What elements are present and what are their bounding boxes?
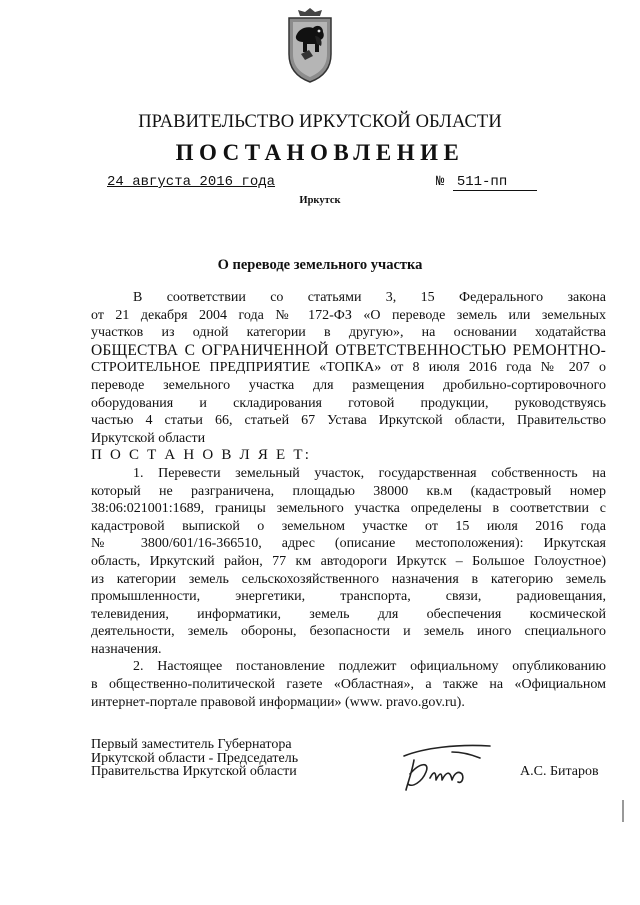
- item1-line: промышленности, энергетики, транспорта, связи, радиовещания,: [91, 589, 606, 605]
- preamble-line: оборудования и складирования готовой продукции, руководствуясь: [91, 395, 606, 411]
- document-subject: О переводе земельного участка: [217, 257, 423, 273]
- date-value: 24 августа 2016 года: [107, 174, 276, 190]
- item1-line: который не разграничена, площадью 38000 кв.м (кадастровый номер: [91, 483, 606, 499]
- scan-artifact: [622, 800, 624, 822]
- item2-line: в общественно-политической газете «Областная», а также на «Официальном: [91, 677, 606, 693]
- item2-line: 2. Настоящее постановление подлежит официальному опубликованию: [133, 659, 606, 675]
- item1-line: назначения.: [91, 641, 162, 657]
- signatory-title-line: Иркутской области - Председатель: [91, 750, 299, 766]
- preamble-line: Иркутской области: [91, 430, 206, 446]
- signatory-title-line: Правительства Иркутской области: [91, 764, 297, 779]
- preamble-line: от 21 декабря 2004 года № 172-ФЗ «О переводе земель или земельных: [91, 307, 606, 323]
- item1-line: № 3800/601/16-366510, адрес (описание местоположения): Иркутская: [91, 536, 606, 552]
- preamble-line: переводе земельного участка для размещения дробильно-сортировочного: [91, 377, 606, 393]
- item2-line: интернет-портале правовой информации» (www. pravo.gov.ru).: [91, 694, 465, 710]
- item1-line: 1. Перевести земельный участок, государственная собственность на: [133, 465, 606, 481]
- document-date: [107, 174, 275, 190]
- resolves-word: П О С Т А Н О В Л Я Е Т:: [91, 447, 312, 464]
- item1-line: из категории земель сельскохозяйственного назначения в категорию земель: [91, 571, 606, 587]
- document-body: [91, 289, 606, 711]
- coat-of-arms-icon: [279, 6, 341, 84]
- item1-line: 38:06:021001:1689, границы земельного участка определены в соответствии с: [91, 501, 606, 517]
- preamble-line: СТРОИТЕЛЬНОЕ ПРЕДПРИЯТИЕ «ТОПКА» от 8 июля 2016 года № 207 о: [91, 360, 606, 376]
- item1-line: деятельности, земель обороны, безопасности и земель иного специального: [91, 624, 606, 640]
- preamble-line: частью 4 статьи 66, статьей 67 Устава Иркутской области, Правительство: [91, 413, 606, 429]
- item1-line: телевидения, информатики, земель для обеспечения космической: [91, 606, 606, 622]
- preamble-line: участков из одной категории в другую», на основании ходатайства: [91, 325, 606, 341]
- handwritten-signature: [400, 738, 492, 796]
- number-value: 511-пп: [453, 174, 537, 191]
- signatory-title: [91, 738, 298, 779]
- item1-line: кадастровой выпиской о земельном участке от 15 июля 2016 года: [91, 518, 606, 534]
- organization-name: ПРАВИТЕЛЬСТВО ИРКУТСКОЙ ОБЛАСТИ: [138, 112, 502, 132]
- preamble-line: В соответствии со статьями 3, 15 Федерального закона: [133, 290, 606, 305]
- city: Иркутск: [299, 195, 341, 206]
- document-type: ПОСТАНОВЛЕНИЕ: [175, 140, 465, 165]
- preamble-line: ОБЩЕСТВА С ОГРАНИЧЕННОЙ ОТВЕТСТВЕННОСТЬЮ РЕМОНТНО-: [91, 341, 606, 359]
- item1-line: область, Иркутский район, 77 км автодороги Иркутск – Большое Голоустное): [91, 553, 606, 569]
- number-label: №: [436, 174, 445, 190]
- signer-name: А.С. Битаров: [520, 764, 599, 779]
- signatory-title-line: Первый заместитель Губернатора: [91, 737, 292, 752]
- document-number: [436, 174, 537, 191]
